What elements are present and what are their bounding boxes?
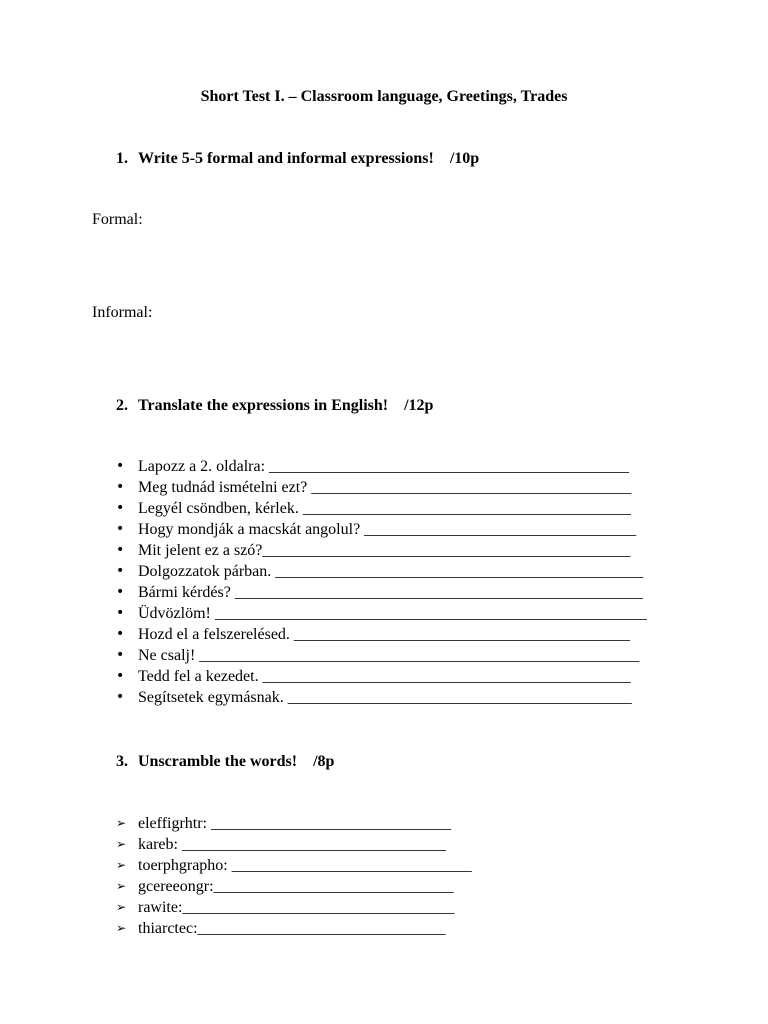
translate-list [116, 456, 647, 708]
bullet-icon [116, 582, 132, 603]
list-item [116, 540, 647, 561]
section-1-number: 1. [116, 150, 128, 167]
list-item-text: Hogy mondják a macskát angolul? __________________________________ [138, 521, 637, 538]
list-item-text: Segítsetek egymásnak. ___________________________________________ [138, 689, 632, 706]
list-item-text: eleffigrhtr: ______________________________ [138, 815, 452, 832]
list-item [116, 477, 647, 498]
list-item [116, 834, 472, 855]
list-item [116, 456, 647, 477]
list-item-text: Ne csalj! _______________________________________________________ [138, 647, 640, 664]
list-item-text: Mit jelent ez a szó?______________________________________________ [138, 542, 631, 559]
arrow-bullet-icon [116, 855, 132, 876]
list-item [116, 519, 647, 540]
list-item-text: Hozd el a felszerelésed. __________________________________________ [138, 626, 630, 643]
informal-label: Informal: [92, 304, 153, 321]
section-1-score: /10p [449, 150, 480, 167]
list-item [116, 603, 647, 624]
list-item-text: Meg tudnád ismételni ezt? ________________________________________ [138, 479, 632, 496]
bullet-icon [116, 666, 132, 687]
list-item [116, 918, 472, 939]
section-1-text: Write 5-5 formal and informal expressions! [138, 150, 434, 167]
list-item [116, 876, 472, 897]
section-1-heading [116, 148, 479, 169]
page-title: Short Test I. – Classroom language, Greetings, Trades [200, 88, 568, 105]
formal-label: Formal: [92, 211, 143, 228]
bullet-icon [116, 603, 132, 624]
section-3-heading [116, 751, 334, 772]
list-item-text: Üdvözlöm! ______________________________________________________ [138, 605, 647, 622]
bullet-icon [116, 456, 132, 477]
list-item [116, 624, 647, 645]
list-item [116, 855, 472, 876]
list-item [116, 498, 647, 519]
arrow-bullet-icon [116, 876, 132, 897]
list-item-text: toerphgrapho: ______________________________ [138, 857, 472, 874]
list-item-text: gcereeongr:______________________________ [138, 878, 454, 895]
bullet-icon [116, 645, 132, 666]
list-item [116, 897, 472, 918]
list-item-text: Dolgozzatok párban. ______________________________________________ [138, 563, 644, 580]
section-2-text: Translate the expressions in English! [138, 397, 389, 414]
section-2-score: /12p [404, 397, 434, 414]
arrow-bullet-icon [116, 813, 132, 834]
list-item [116, 645, 647, 666]
bullet-icon [116, 561, 132, 582]
list-item [116, 813, 472, 834]
bullet-icon [116, 624, 132, 645]
list-item [116, 666, 647, 687]
list-item [116, 582, 647, 603]
section-2-number: 2. [116, 397, 128, 414]
bullet-icon [116, 540, 132, 561]
list-item [116, 687, 647, 708]
bullet-icon [116, 687, 132, 708]
bullet-icon [116, 519, 132, 540]
list-item-text: Tedd fel a kezedet. ______________________________________________ [138, 668, 631, 685]
section-3-number: 3. [116, 753, 128, 770]
arrow-bullet-icon [116, 897, 132, 918]
bullet-icon [116, 477, 132, 498]
list-item-text: thiarctec:_______________________________ [138, 920, 446, 937]
list-item-text: Bármi kérdés? ___________________________________________________ [138, 584, 643, 601]
unscramble-list [116, 813, 472, 939]
arrow-bullet-icon [116, 918, 132, 939]
list-item-text: Lapozz a 2. oldalra: _____________________________________________ [138, 458, 630, 475]
arrow-bullet-icon [116, 834, 132, 855]
bullet-icon [116, 498, 132, 519]
section-3-score: /8p [313, 753, 335, 770]
list-item-text: Legyél csöndben, kérlek. _________________________________________ [138, 500, 631, 517]
list-item-text: kareb: _________________________________ [138, 836, 446, 853]
section-2-heading [116, 395, 433, 416]
section-3-text: Unscramble the words! [138, 753, 298, 770]
list-item [116, 561, 647, 582]
list-item-text: rawite:__________________________________ [138, 899, 455, 916]
